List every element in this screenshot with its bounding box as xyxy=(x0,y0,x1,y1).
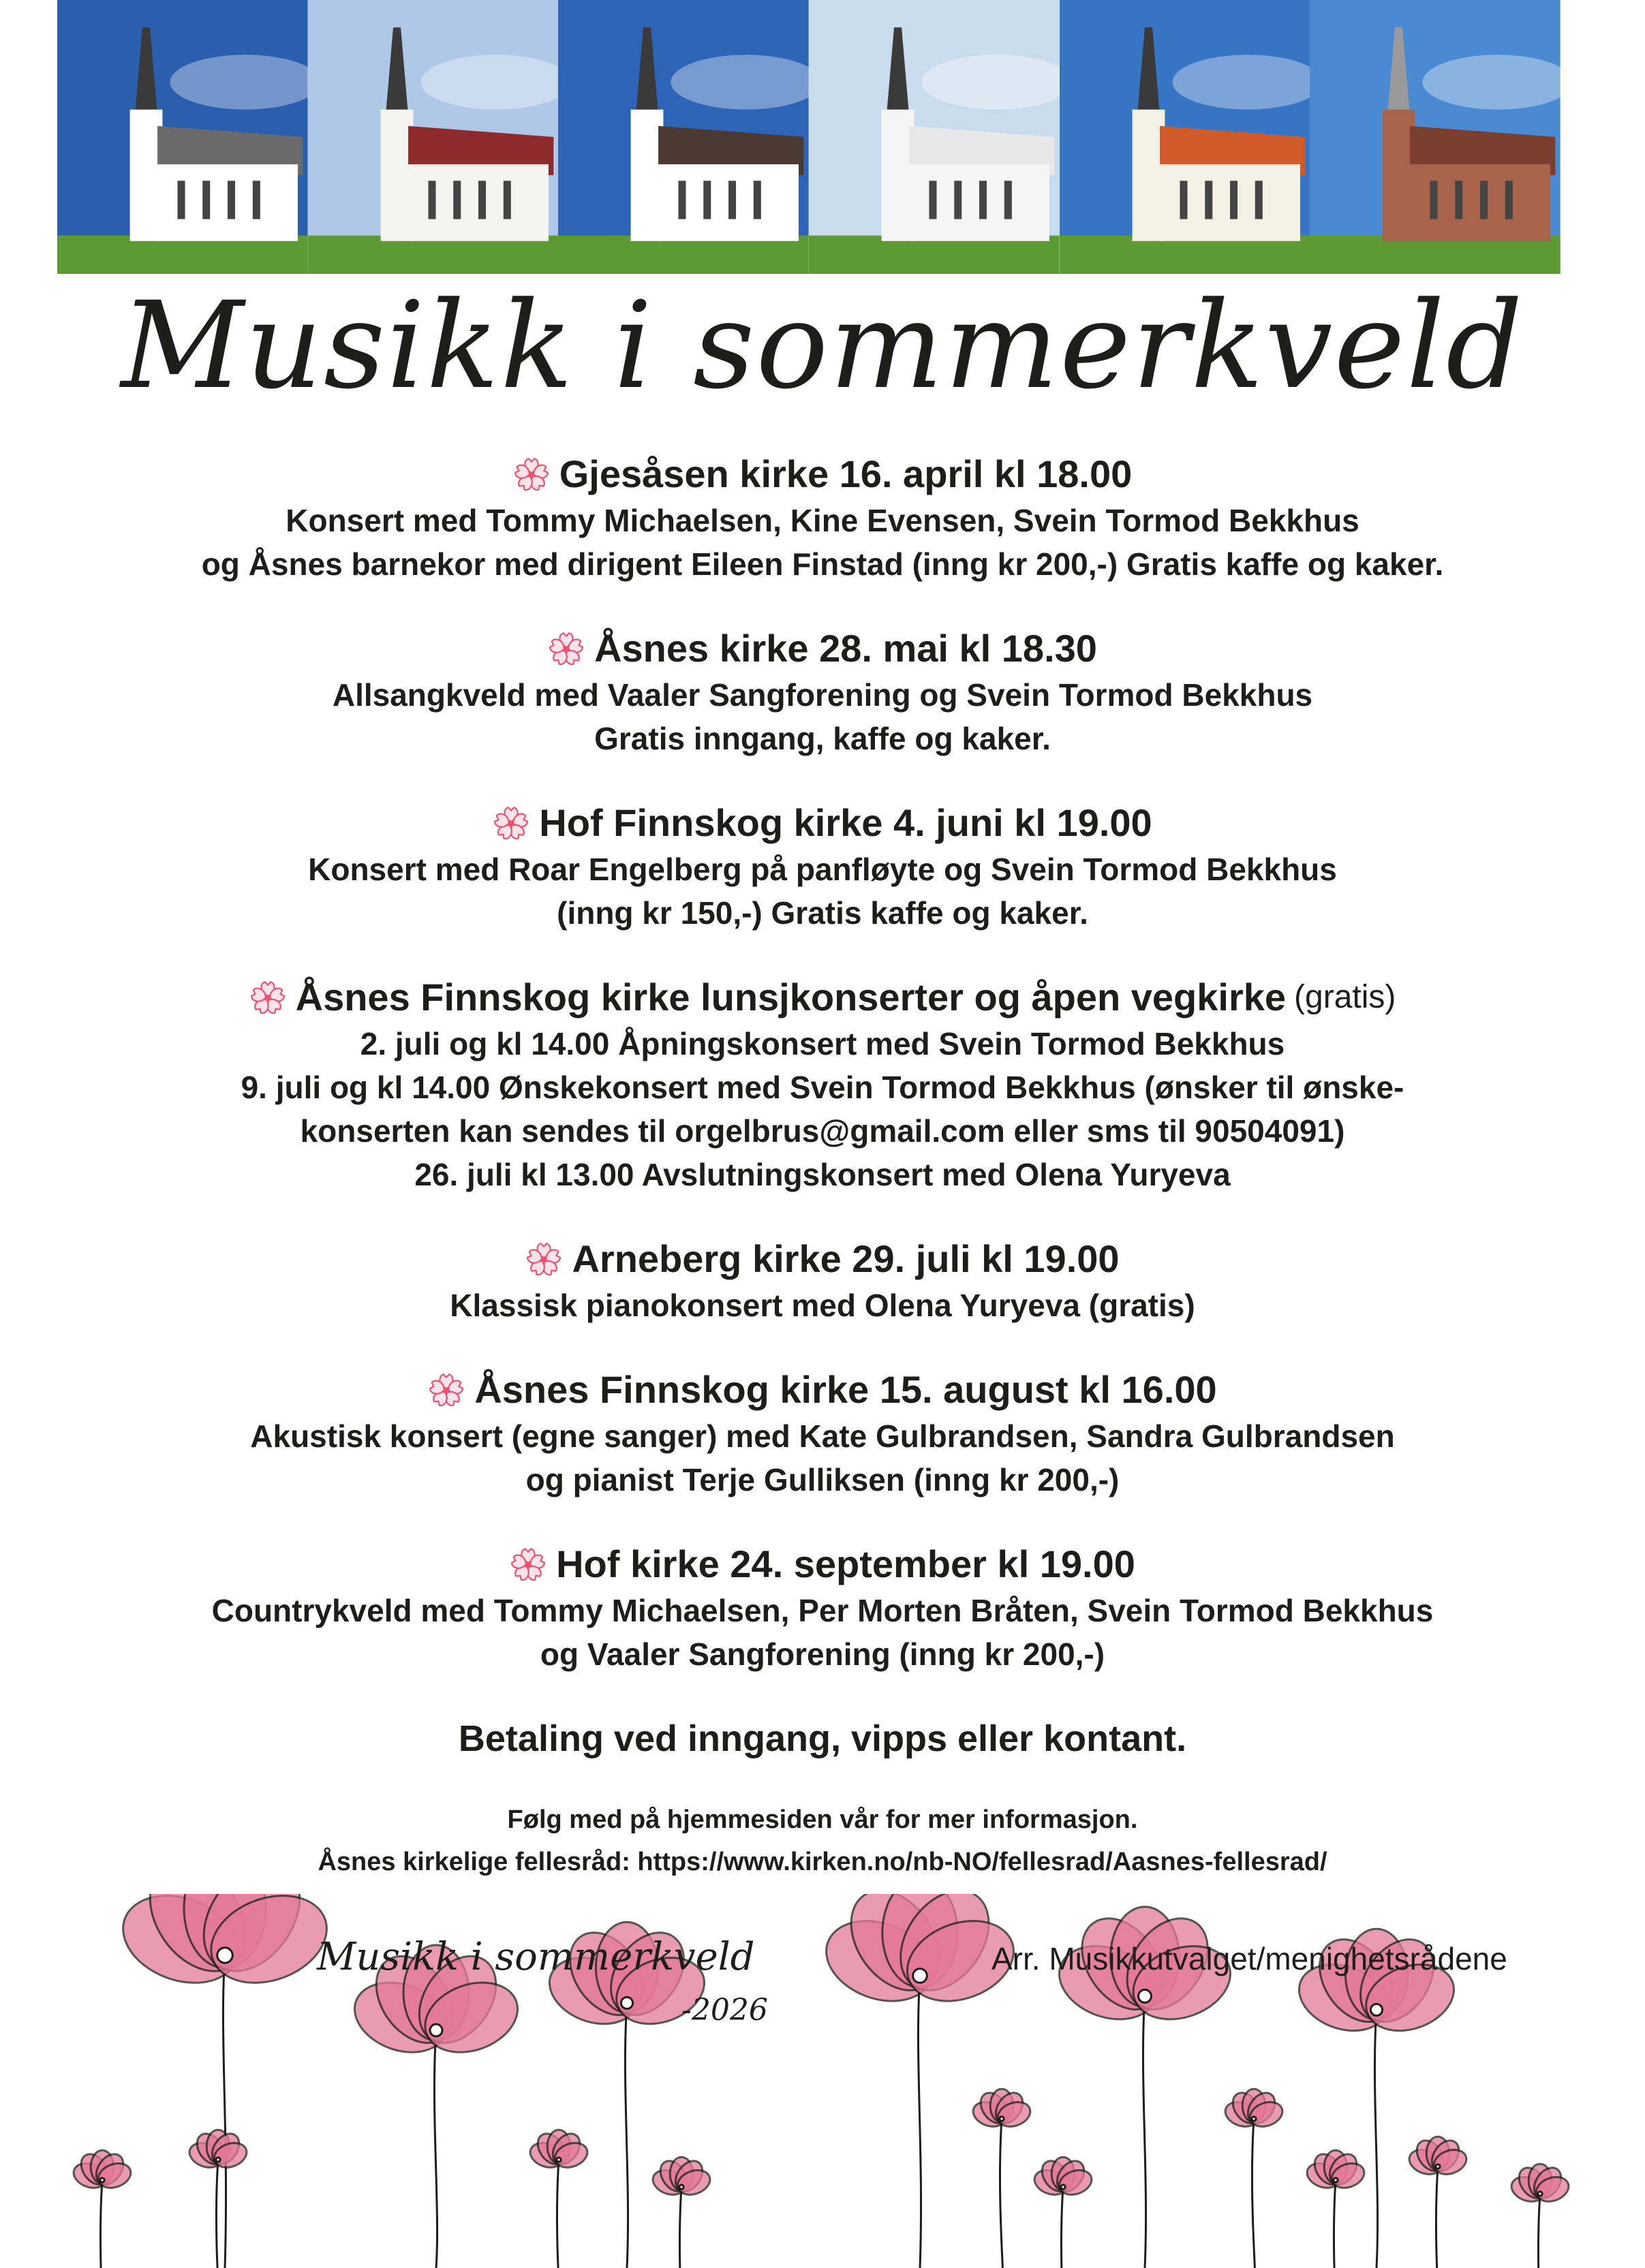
cherry-blossom-icon xyxy=(525,1241,562,1277)
organizer-credit: Arr. Musikkutvalget/menighetsrådene xyxy=(991,1941,1507,1976)
event-detail-line: 2. juli og kl 14.00 Åpningskonsert med Svein Tormod Bekkhus xyxy=(360,1026,1285,1061)
event-block xyxy=(41,1365,1604,1502)
event-block xyxy=(41,624,1604,760)
cherry-blossom-icon xyxy=(513,456,550,493)
cherry-blossom-icon xyxy=(493,805,529,841)
cherry-blossom-icon xyxy=(510,1546,547,1583)
event-heading xyxy=(548,624,1097,673)
small-pink-flower xyxy=(970,2088,1034,2268)
small-pink-flower xyxy=(527,2129,591,2268)
event-block xyxy=(41,798,1604,935)
event-detail-line: og pianist Terje Gulliksen (inng kr 200,-) xyxy=(525,1462,1120,1497)
church-photo xyxy=(1310,0,1561,274)
website-link[interactable]: Åsnes kirkelige fellesråd: https://www.kirken.no/nb-NO/fellesrad/Aasnes-fellesrad/ xyxy=(318,1848,1327,1876)
church-photo xyxy=(558,0,809,274)
event-title: Åsnes kirke 28. mai kl 18.30 xyxy=(594,627,1097,670)
event-heading xyxy=(428,1365,1216,1414)
event-heading xyxy=(493,798,1152,848)
event-block xyxy=(41,450,1604,586)
event-title: Åsnes Finnskog kirke lunsjkonserter og åpen vegkirke xyxy=(295,976,1287,1019)
event-detail-line: Allsangkveld med Vaaler Sangforening og Svein Tormod Bekkhus xyxy=(332,677,1313,713)
event-detail-line: Countrykveld med Tommy Michaelsen, Per Morten Bråten, Svein Tormod Bekkhus xyxy=(211,1593,1434,1628)
payment-note: Betaling ved inngang, vipps eller kontant. xyxy=(458,1718,1187,1759)
event-detail-line: Konsert med Tommy Michaelsen, Kine Evensen, Svein Tormod Bekkhus xyxy=(286,503,1359,538)
footer-title: Musikk i sommerkveld xyxy=(317,1935,755,1979)
event-heading xyxy=(510,1540,1135,1589)
church-photo xyxy=(308,0,559,274)
footer-year: -2026 xyxy=(681,1993,768,2028)
event-detail-line: Klassisk pianokonsert med Olena Yuryeva (gratis) xyxy=(450,1288,1195,1323)
small-pink-flower xyxy=(1406,2136,1470,2268)
small-pink-flower xyxy=(649,2156,713,2268)
event-detail-line: konserten kan sendes til orgelbrus@gmail.com eller sms til 90504091) xyxy=(300,1113,1345,1149)
event-title: Arneberg kirke 29. juli kl 19.00 xyxy=(572,1237,1120,1280)
event-list xyxy=(41,450,1604,1883)
info-note: Følg med på hjemmesiden vår for mer informasjon. xyxy=(507,1805,1138,1834)
event-title: Hof Finnskog kirke 4. juni kl 19.00 xyxy=(539,801,1152,844)
event-block xyxy=(41,1540,1604,1676)
church-photo xyxy=(809,0,1060,274)
church-photo xyxy=(1060,0,1310,274)
church-photo-banner xyxy=(57,0,1561,274)
small-pink-flower xyxy=(1508,2163,1572,2268)
event-price-note: (gratis) xyxy=(1294,979,1396,1015)
small-pink-flower xyxy=(1222,2088,1286,2268)
event-heading xyxy=(249,973,1396,1022)
event-detail-line: Akustisk konsert (egne sanger) med Kate Gulbrandsen, Sandra Gulbrandsen xyxy=(250,1418,1395,1454)
church-photo xyxy=(57,0,308,274)
event-block xyxy=(41,973,1604,1196)
pink-flower xyxy=(345,1942,527,2268)
cherry-blossom-icon xyxy=(249,979,286,1016)
event-detail-line: og Vaaler Sangforening (inng kr 200,-) xyxy=(540,1636,1105,1672)
small-pink-flower xyxy=(1304,2149,1368,2268)
event-title: Hof kirke 24. september kl 19.00 xyxy=(556,1542,1135,1585)
cherry-blossom-icon xyxy=(428,1371,465,1408)
small-pink-flower xyxy=(186,2129,250,2268)
event-detail-line: (inng kr 150,-) Gratis kaffe og kaker. xyxy=(557,895,1088,931)
small-pink-flower xyxy=(1031,2156,1095,2268)
event-heading xyxy=(513,450,1133,499)
poster-title: Musikk i sommerkveld xyxy=(121,276,1524,416)
pink-flower xyxy=(111,1894,339,2268)
event-block xyxy=(41,1234,1604,1327)
event-detail-line: og Åsnes barnekor med dirigent Eileen Finstad (inng kr 200,-) Gratis kaffe og kaker. xyxy=(201,546,1444,582)
event-detail-line: Gratis inngang, kaffe og kaker. xyxy=(594,721,1051,756)
event-heading xyxy=(525,1234,1119,1284)
event-detail-line: 9. juli og kl 14.00 Ønskekonsert med Svein Tormod Bekkhus (ønsker til ønske- xyxy=(241,1070,1404,1105)
event-title: Åsnes Finnskog kirke 15. august kl 16.00 xyxy=(474,1368,1217,1411)
small-pink-flower xyxy=(70,2149,134,2268)
event-detail-line: Konsert med Roar Engelberg på panfløyte og Svein Tormod Bekkhus xyxy=(308,852,1337,887)
event-detail-line: 26. juli kl 13.00 Avslutningskonsert med Olena Yuryeva xyxy=(414,1157,1231,1192)
cherry-blossom-icon xyxy=(548,630,585,667)
event-title: Gjesåsen kirke 16. april kl 18.00 xyxy=(559,452,1133,495)
